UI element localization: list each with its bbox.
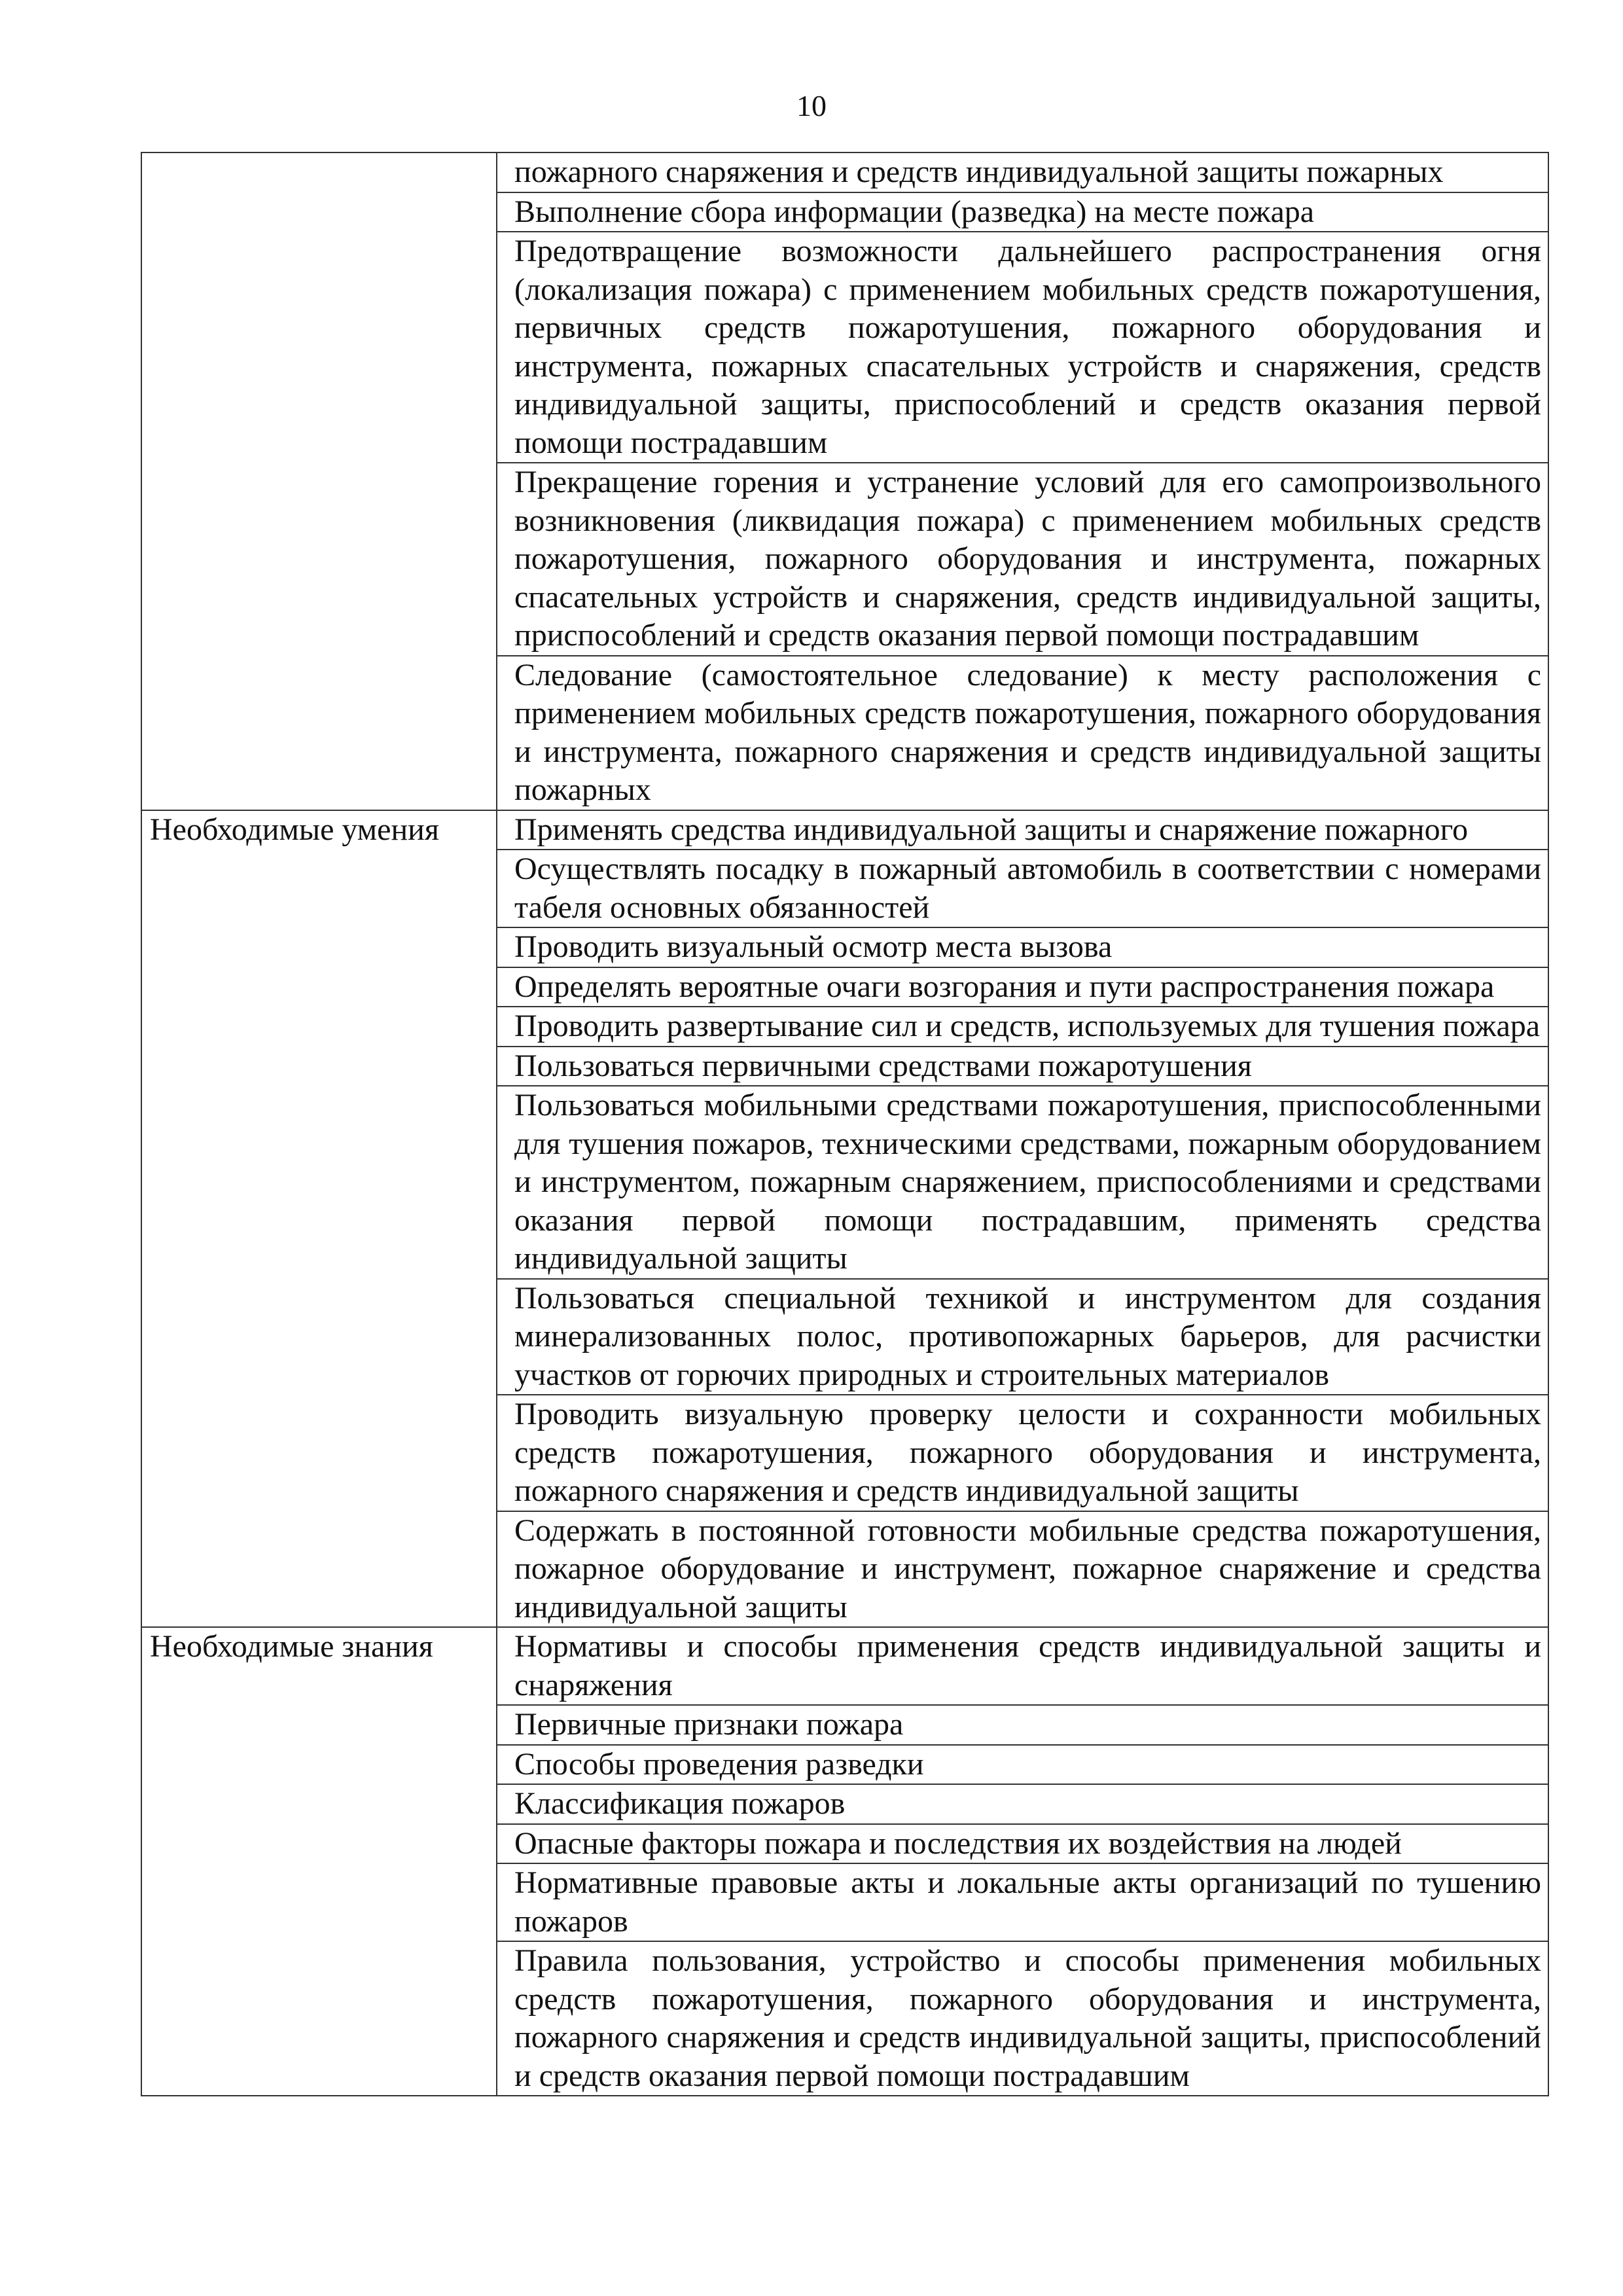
item-cell: Предотвращение возможности дальнейшего распространения огня (локализация пожара) с применением мобильных средств пожаротушения, первичных средств пожаротушения, пожарного оборудования и инструмента, пожарных спасательных устройств и снаряжения, средств индивидуальной защиты, приспособлений и средств оказания первой помощи пострадавшим — [497, 232, 1548, 463]
table-row — [141, 810, 1548, 850]
group-label-skills: Необходимые умения — [150, 812, 439, 847]
item-cell: Опасные факторы пожара и последствия их воздействия на людей — [497, 1824, 1548, 1864]
item-cell: Пользоваться специальной техникой и инструментом для создания минерализованных полос, противопожарных барьеров, для расчистки участков от горючих природных и строительных материалов — [497, 1279, 1548, 1395]
item-cell: Проводить развертывание сил и средств, используемых для тушения пожара — [497, 1007, 1548, 1047]
table-row — [141, 1627, 1548, 1705]
page-number: 10 — [796, 89, 827, 122]
item-cell: Пользоваться мобильными средствами пожаротушения, приспособленными для тушения пожаров, техническими средствами, пожарным оборудованием и инструментом, пожарным снаряжением, приспособлениями и средствами оказания первой помощи пострадавшим, применять средства индивидуальной защиты — [497, 1086, 1548, 1279]
item-cell: Нормативные правовые акты и локальные акты организаций по тушению пожаров — [497, 1863, 1548, 1941]
item-cell: Нормативы и способы применения средств индивидуальной защиты и снаряжения — [497, 1627, 1548, 1705]
item-cell: Осуществлять посадку в пожарный автомобиль в соответствии с номерами табеля основных обязанностей — [497, 850, 1548, 927]
item-cell: Выполнение сбора информации (разведка) на месте пожара — [497, 192, 1548, 232]
item-cell: Правила пользования, устройство и способы применения мобильных средств пожаротушения, пожарного оборудования и инструмента, пожарного снаряжения и средств индивидуальной защиты, приспособлений и средств оказания первой помощи пострадавшим — [497, 1941, 1548, 2096]
group-label-knowledge: Необходимые знания — [150, 1629, 433, 1664]
group-label-cell — [141, 152, 497, 810]
item-cell: Определять вероятные очаги возгорания и пути распространения пожара — [497, 967, 1548, 1007]
item-cell: Применять средства индивидуальной защиты и снаряжение пожарного — [497, 810, 1548, 850]
qualification-table — [141, 152, 1549, 2096]
item-cell: Содержать в постоянной готовности мобильные средства пожаротушения, пожарное оборудование и инструмент, пожарное снаряжение и средства индивидуальной защиты — [497, 1511, 1548, 1628]
item-cell: Пользоваться первичными средствами пожаротушения — [497, 1047, 1548, 1086]
item-cell: Проводить визуальный осмотр места вызова — [497, 927, 1548, 967]
group-label-cell — [141, 810, 497, 1628]
item-cell: Проводить визуальную проверку целости и сохранности мобильных средств пожаротушения, пожарного оборудования и инструмента, пожарного снаряжения и средств индивидуальной защиты — [497, 1395, 1548, 1511]
item-cell: Следование (самостоятельное следование) к месту расположения с применением мобильных средств пожаротушения, пожарного оборудования и инструмента, пожарного снаряжения и средств индивидуальной защиты пожарных — [497, 656, 1548, 810]
item-cell: Прекращение горения и устранение условий для его самопроизвольного возникновения (ликвидация пожара) с применением мобильных средств пожаротушения, пожарного оборудования и инструмента, пожарных спасательных устройств и снаряжения, средств индивидуальной защиты, приспособлений и средств оказания первой помощи пострадавшим — [497, 463, 1548, 656]
item-cell: Классификация пожаров — [497, 1784, 1548, 1824]
item-cell: пожарного снаряжения и средств индивидуальной защиты пожарных — [497, 152, 1548, 192]
item-cell: Первичные признаки пожара — [497, 1705, 1548, 1745]
group-label-cell — [141, 1627, 497, 2096]
table-row — [141, 152, 1548, 192]
item-cell: Способы проведения разведки — [497, 1745, 1548, 1785]
